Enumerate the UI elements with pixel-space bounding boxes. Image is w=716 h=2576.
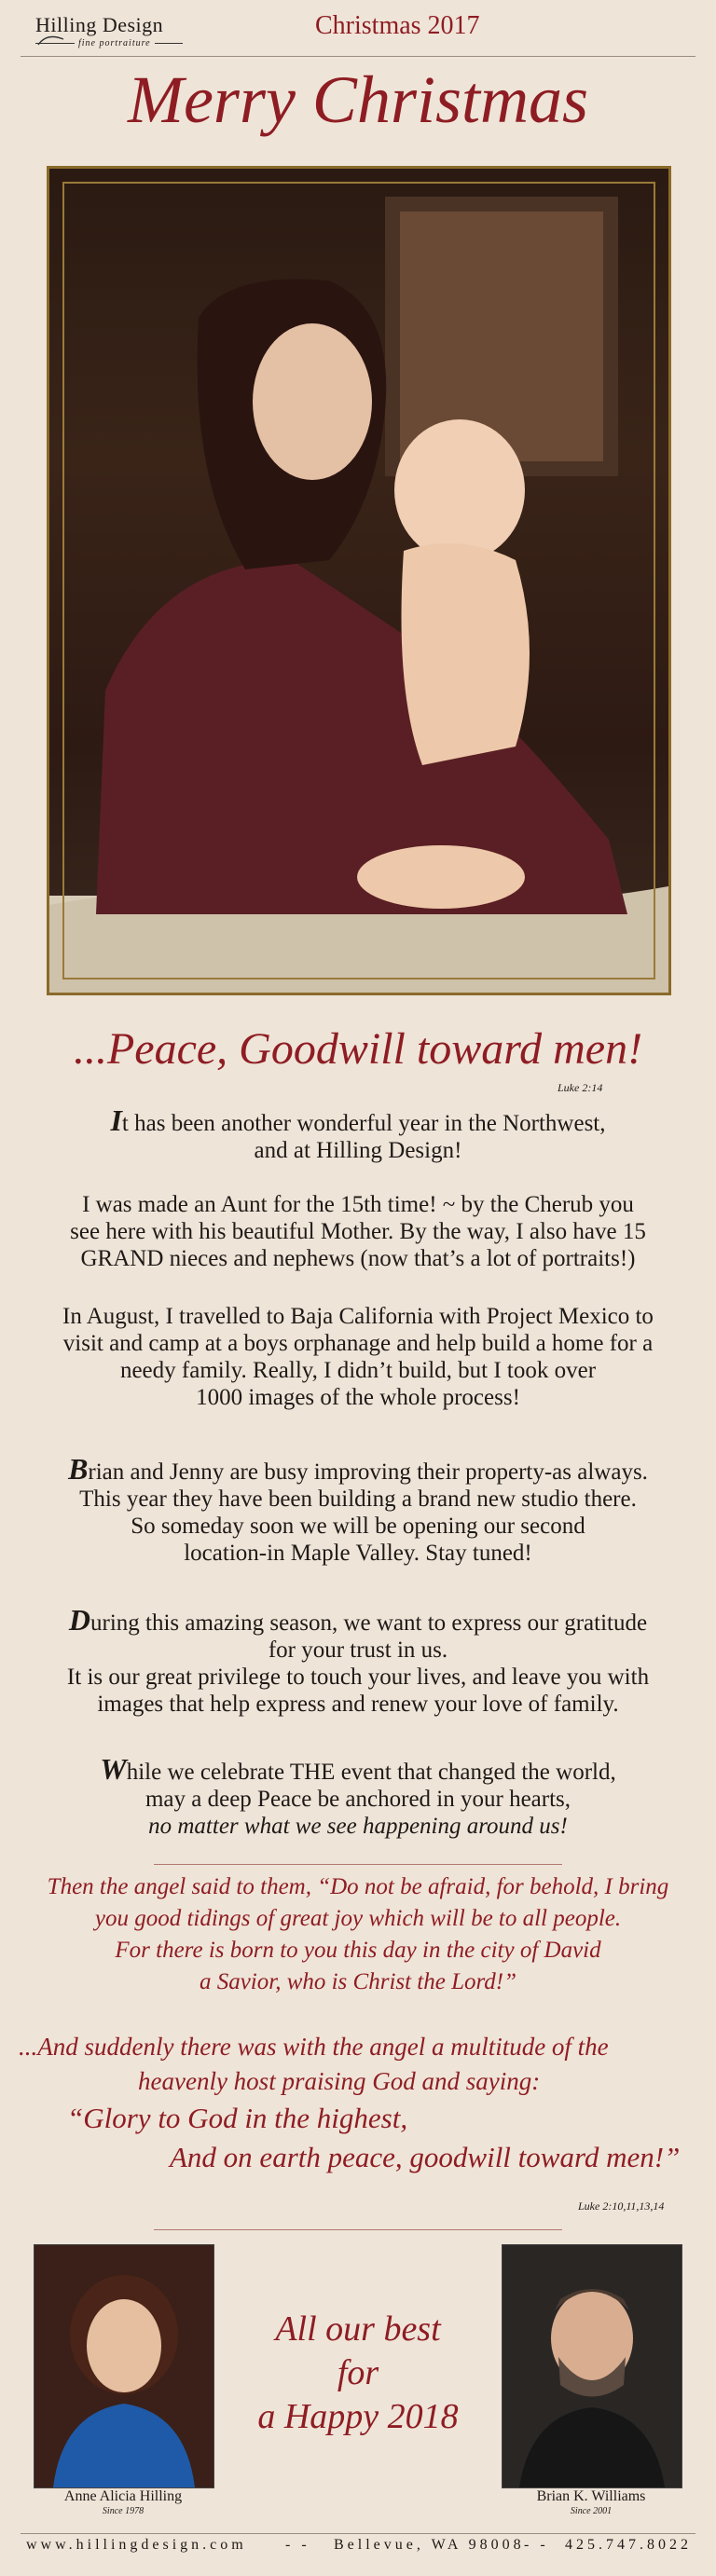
footer-separator: - - [285, 2537, 310, 2553]
text-line: This year they have been building a brand new studio there. [79, 1487, 637, 1512]
photo-inner-border [62, 182, 655, 980]
verse-reference: Luke 2:14 [558, 1081, 603, 1094]
drop-cap: W [100, 1752, 127, 1786]
text-line: All our best [275, 2309, 441, 2349]
text-line: It is our great privilege to touch your lives, and leave you with [66, 1665, 650, 1690]
footer-address: Bellevue, WA 98008 [334, 2537, 525, 2553]
letter-paragraph-3 [19, 1303, 697, 1411]
photo-frame [47, 166, 671, 995]
header-divider [21, 56, 695, 57]
brand-logo-text: Hilling Design [35, 13, 164, 36]
text-line: I was made an Aunt for the 15th time! ~ by the Cherub you [82, 1192, 634, 1217]
text-line: For there is born to you this day in the city of David [115, 1938, 601, 1963]
text-line: uring this amazing season, we want to express our gratitude [90, 1610, 648, 1636]
text-line: heavenly host praising God and saying: [138, 2067, 541, 2095]
text-line: images that help express and renew your love of family. [97, 1692, 619, 1717]
signoff-greeting [233, 2308, 483, 2439]
scripture-passage-2 [19, 2030, 699, 2177]
text-line: Then the angel said to them, “Do not be afraid, for behold, I bring [47, 1874, 669, 1899]
text-line: hile we celebrate THE event that changed the world, [126, 1760, 616, 1785]
logo-swoosh-icon [37, 34, 65, 47]
text-line: you good tidings of great joy which will be to all people. [94, 1906, 622, 1931]
text-line: see here with his beautiful Mother. By the way, I also have 15 [70, 1219, 646, 1244]
drop-cap: B [68, 1452, 89, 1486]
footer-website-link[interactable]: www.hillingdesign.com [26, 2537, 247, 2553]
text-line: for [337, 2353, 379, 2392]
letter-paragraph-2 [19, 1191, 697, 1272]
text-line: location-in Maple Valley. Stay tuned! [184, 1541, 532, 1566]
text-line: In August, I travelled to Baja California with Project Mexico to [62, 1304, 654, 1329]
footer-phone[interactable]: 425.747.8022 [565, 2537, 692, 2553]
text-line: rian and Jenny are busy improving their property-as always. [88, 1459, 648, 1485]
letter-paragraph-4 [19, 1452, 697, 1567]
text-line: visit and camp at a boys orphanage and help build a home for a [62, 1331, 654, 1356]
headline: Merry Christmas [127, 62, 588, 137]
verse-headline: ...Peace, Goodwill toward men! [73, 1024, 643, 1074]
text-line: a Savior, who is Christ the Lord!” [199, 1969, 517, 1994]
portrait-brian-icon [502, 2244, 682, 2488]
text-line: So someday soon we will be opening our second [131, 1514, 585, 1539]
scripture-reference: Luke 2:10,11,13,14 [578, 2199, 665, 2213]
text-line: And on earth peace, goodwill toward men!” [170, 2141, 681, 2173]
section-divider [154, 2229, 562, 2230]
text-line: ...And suddenly there was with the angel a multitude of the [19, 2033, 609, 2061]
letter-paragraph-6 [19, 1752, 697, 1840]
footer-divider [21, 2533, 695, 2534]
text-line: may a deep Peace be anchored in your hearts, [145, 1787, 571, 1812]
text-line: t has been another wonderful year in the Northwest, [121, 1111, 606, 1136]
letter-paragraph-5 [19, 1603, 697, 1718]
letter-paragraph-1 [19, 1103, 697, 1164]
staff-since-left: Since 1978 [102, 2506, 145, 2516]
text-line: a Happy 2018 [257, 2397, 459, 2436]
scripture-passage-1 [9, 1871, 707, 1998]
portrait-anne-icon [34, 2244, 214, 2488]
text-line: 1000 images of the whole process! [196, 1385, 520, 1410]
staff-since-right: Since 2001 [570, 2506, 613, 2516]
section-divider [154, 1864, 562, 1865]
staff-name-left: Anne Alicia Hilling [63, 2488, 183, 2504]
mother-and-baby-portrait-icon [49, 169, 668, 993]
drop-cap: I [110, 1103, 122, 1137]
text-line: needy family. Really, I didn’t build, but I took over [119, 1358, 597, 1383]
text-line: for your trust in us. [268, 1637, 448, 1663]
text-line: no matter what we see happening around us! [148, 1814, 568, 1839]
text-line: GRAND nieces and nephews (now that’s a lot of portraits!) [80, 1246, 636, 1271]
drop-cap: D [68, 1603, 91, 1637]
staff-name-right: Brian K. Williams [536, 2488, 646, 2504]
text-line: “Glory to God in the highest, [67, 2102, 408, 2134]
page-title: Christmas 2017 [315, 11, 480, 40]
brand-tagline: fine portraiture [75, 38, 155, 48]
text-line: and at Hilling Design! [254, 1138, 462, 1163]
footer-separator: - - [524, 2537, 549, 2553]
